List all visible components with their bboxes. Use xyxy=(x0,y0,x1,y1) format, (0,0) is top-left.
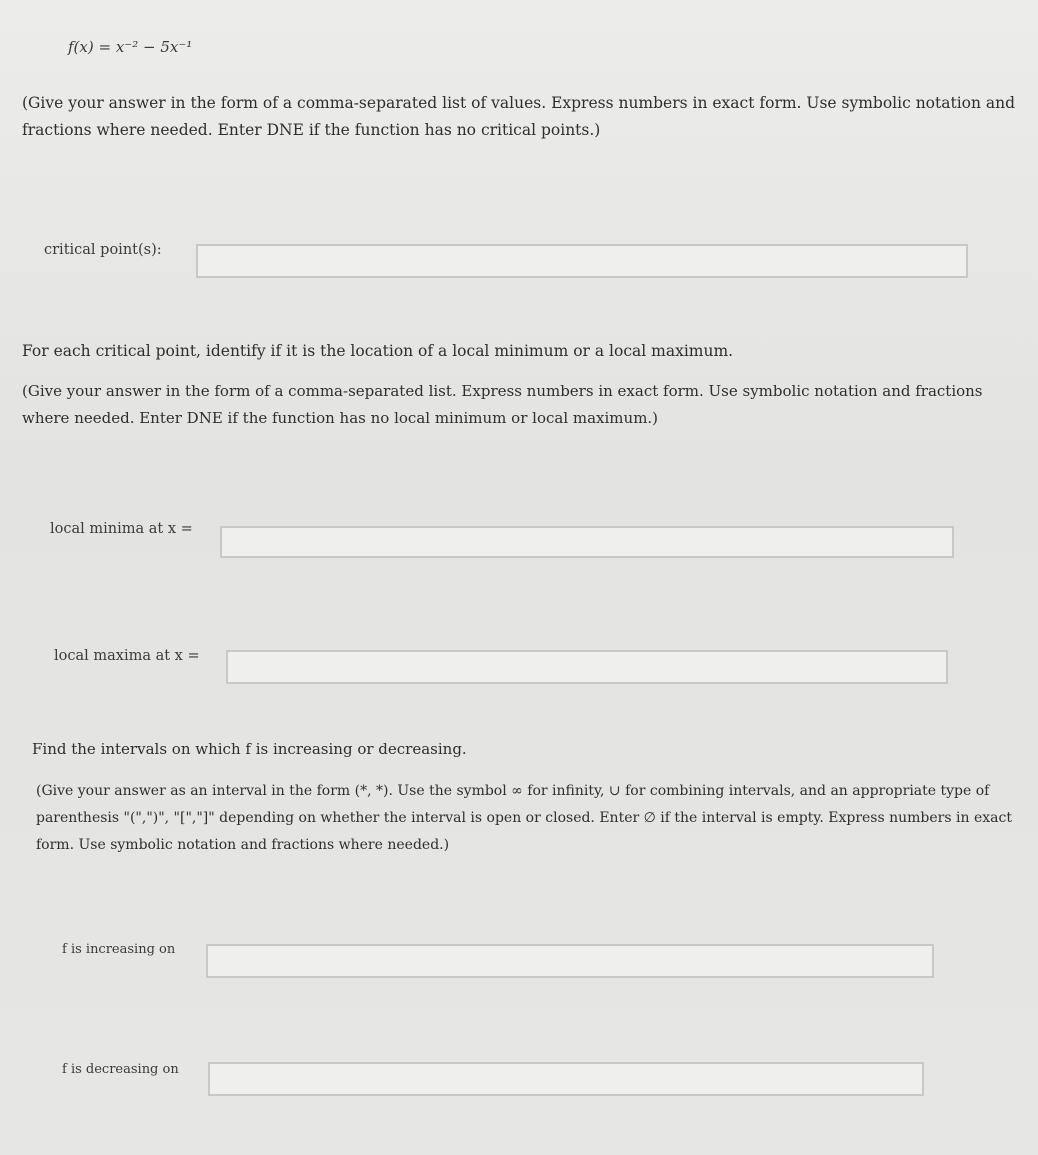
intervals-instructions: (Give your answer as an interval in the form (*, *). Use the symbol ∞ for infinity, ∪ for combining intervals, and an appropriate type of parenthesis "(",")", "[","]" depending on whether the interval is open or closed. Enter ∅ if the interval is empty. Express numbers in exact form. Use symbolic notation and fractions where needed.) xyxy=(36,783,1012,853)
increasing-interval-input[interactable] xyxy=(206,944,934,978)
critical-points-input[interactable] xyxy=(196,244,968,278)
local-minima-label: local minima at x = xyxy=(50,521,193,537)
increasing-label: f is increasing on xyxy=(62,942,176,957)
extrema-prompt: For each critical point, identify if it is the location of a local minimum or a local maximum. xyxy=(22,342,734,360)
local-maxima-input[interactable] xyxy=(226,650,948,684)
critical-points-label: critical point(s): xyxy=(44,242,162,258)
critical-instructions: (Give your answer in the form of a comma-separated list of values. Express numbers in exact form. Use symbolic notation and fractions where needed. Enter DNE if the function has no critical points.) xyxy=(22,94,1016,139)
local-maxima-label: local maxima at x = xyxy=(54,648,200,664)
extrema-instructions: (Give your answer in the form of a comma-separated list. Express numbers in exact form. Use symbolic notation and fractions where needed. Enter DNE if the function has no local minimum or local maximum.) xyxy=(22,382,983,427)
intervals-prompt: Find the intervals on which f is increasing or decreasing. xyxy=(32,740,467,758)
local-minima-input[interactable] xyxy=(220,526,954,558)
decreasing-interval-input[interactable] xyxy=(208,1062,924,1096)
function-definition: f(x) = x⁻² − 5x⁻¹ xyxy=(68,38,193,56)
decreasing-label: f is decreasing on xyxy=(62,1062,179,1077)
